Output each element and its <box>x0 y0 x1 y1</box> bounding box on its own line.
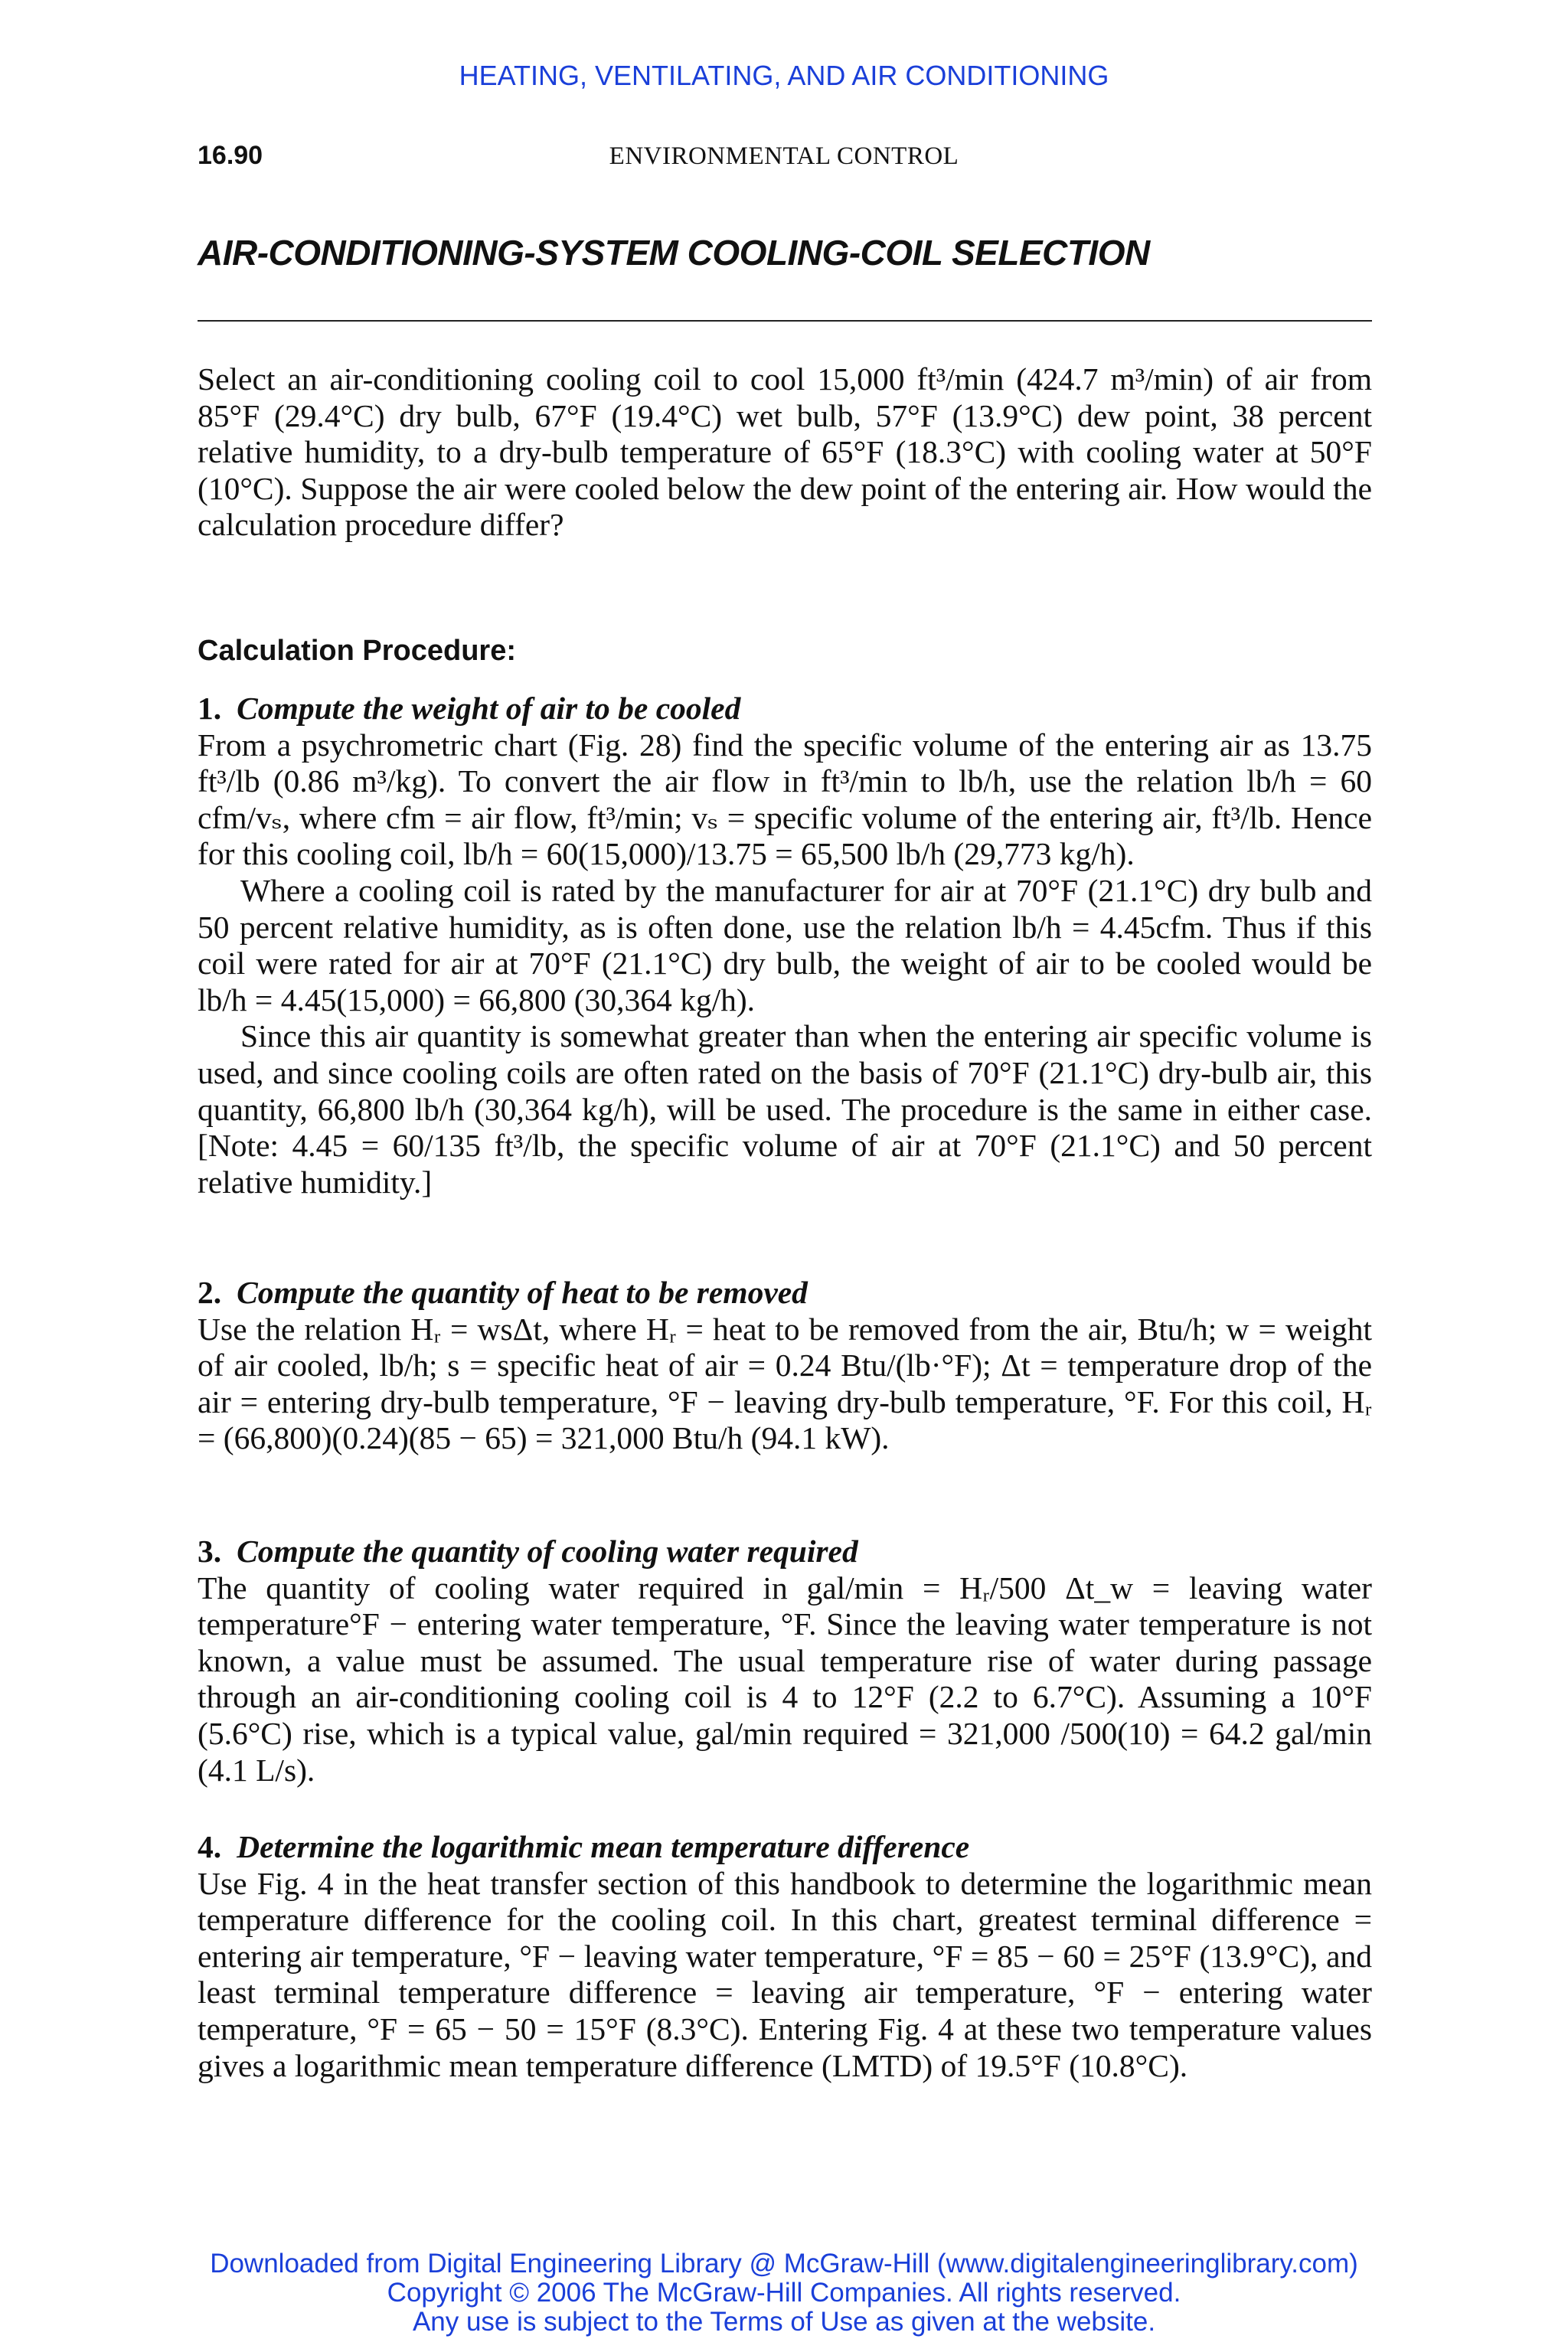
step-number: 4. <box>198 1829 222 1864</box>
step-title: Compute the quantity of cooling water required <box>237 1534 858 1569</box>
footer-download-link[interactable]: Downloaded from Digital Engineering Library @ McGraw-Hill (www.digitalengineeringlibrary.com) <box>210 2249 1358 2278</box>
step-paragraph: Since this air quantity is somewhat greater than when the entering air specific volume is used, and since cooling coils are often rated on the basis of 70°F (21.1°C) dry-bulb air, this quantity, 66,800 lb/h (30,364 kg/h), will be used. The procedure is the same in either case. [Note: 4.45 = 60/135 ft³/lb, the specific volume of air at 70°F (21.1°C) and 50 percent relative humidity.] <box>198 1018 1372 1200</box>
problem-statement: Select an air-conditioning cooling coil to cool 15,000 ft³/min (424.7 m³/min) of air from 85°F (29.4°C) dry bulb, 67°F (19.4°C) wet bulb, 57°F (13.9°C) dew point, 38 percent relative humidity, to a dry-bulb temperature of 65°F (18.3°C) with cooling water at 50°F (10°C). Suppose the air were cooled below the dew point of the entering air. How would the calculation procedure differ? <box>198 361 1372 543</box>
step-heading <box>198 1275 1372 1312</box>
step-number: 2. <box>198 1275 222 1310</box>
step-1 <box>198 691 1372 1200</box>
step-title: Determine the logarithmic mean temperature difference <box>237 1829 970 1864</box>
step-heading <box>198 1829 1372 1866</box>
step-title: Compute the weight of air to be cooled <box>237 691 741 726</box>
running-head: ENVIRONMENTAL CONTROL <box>609 142 959 170</box>
footer-terms[interactable]: Any use is subject to the Terms of Use as given at the website. <box>412 2307 1156 2337</box>
step-paragraph: Use the relation Hᵣ = wsΔt, where Hᵣ = heat to be removed from the air, Btu/h; w = weight of air cooled, lb/h; s = specific heat of air = 0.24 Btu/(lb·°F); Δt = temperature drop of the air = entering dry-bulb temperature, °F − leaving dry-bulb temperature, °F. For this coil, Hᵣ = (66,800)(0.24)(85 − 65) = 321,000 Btu/h (94.1 kW). <box>198 1311 1372 1456</box>
step-title: Compute the quantity of heat to be removed <box>237 1275 808 1310</box>
step-number: 3. <box>198 1534 222 1569</box>
step-3 <box>198 1534 1372 1788</box>
step-paragraph: Use Fig. 4 in the heat transfer section of this handbook to determine the logarithmic mean temperature difference for the cooling coil. In this chart, greatest terminal difference = entering air temperature, °F − leaving water temperature, °F = 85 − 60 = 25°F (13.9°C), and least terminal temperature difference = leaving air temperature, °F − entering water temperature, °F = 65 − 50 = 15°F (8.3°C). Entering Fig. 4 at these two temperature values gives a logarithmic mean temperature difference (LMTD) of 19.5°F (10.8°C). <box>198 1865 1372 2083</box>
page-number: 16.90 <box>198 141 263 170</box>
footer-copyright[interactable]: Copyright © 2006 The McGraw-Hill Companies. All rights reserved. <box>387 2278 1181 2308</box>
header-banner[interactable]: HEATING, VENTILATING, AND AIR CONDITIONING <box>459 60 1109 91</box>
step-number: 1. <box>198 691 222 726</box>
title-rule <box>198 320 1372 322</box>
step-heading <box>198 1534 1372 1570</box>
calculation-procedure-heading: Calculation Procedure: <box>198 635 516 667</box>
step-4 <box>198 1829 1372 2084</box>
step-heading <box>198 691 1372 727</box>
step-paragraph: From a psychrometric chart (Fig. 28) find the specific volume of the entering air as 13.75 ft³/lb (0.86 m³/kg). To convert the air flow in ft³/min to lb/h, use the relation lb/h = 60 cfm/vₛ, where cfm = air flow, ft³/min; vₛ = specific volume of the entering air, ft³/lb. Hence for this cooling coil, lb/h = 60(15,000)/13.75 = 65,500 lb/h (29,773 kg/h). <box>198 727 1372 872</box>
step-paragraph: Where a cooling coil is rated by the manufacturer for air at 70°F (21.1°C) dry bulb and 50 percent relative humidity, as is often done, use the relation lb/h = 4.45cfm. Thus if this coil were rated for air at 70°F (21.1°C) dry bulb, the weight of air to be cooled would be lb/h = 4.45(15,000) = 66,800 (30,364 kg/h). <box>198 872 1372 1018</box>
step-paragraph: The quantity of cooling water required in gal/min = Hᵣ/500 Δt_w = leaving water temperature°F − entering water temperature, °F. Since the leaving water temperature is not known, a value must be assumed. The usual temperature rise of water during passage through an air-conditioning cooling coil is 4 to 12°F (2.2 to 6.7°C). Assuming a 10°F (5.6°C) rise, which is a typical value, gal/min required = 321,000 /500(10) = 64.2 gal/min (4.1 L/s). <box>198 1570 1372 1788</box>
section-title: AIR-CONDITIONING-SYSTEM COOLING-COIL SELECTION <box>198 233 1150 273</box>
footer <box>0 2249 1568 2337</box>
step-2 <box>198 1275 1372 1457</box>
